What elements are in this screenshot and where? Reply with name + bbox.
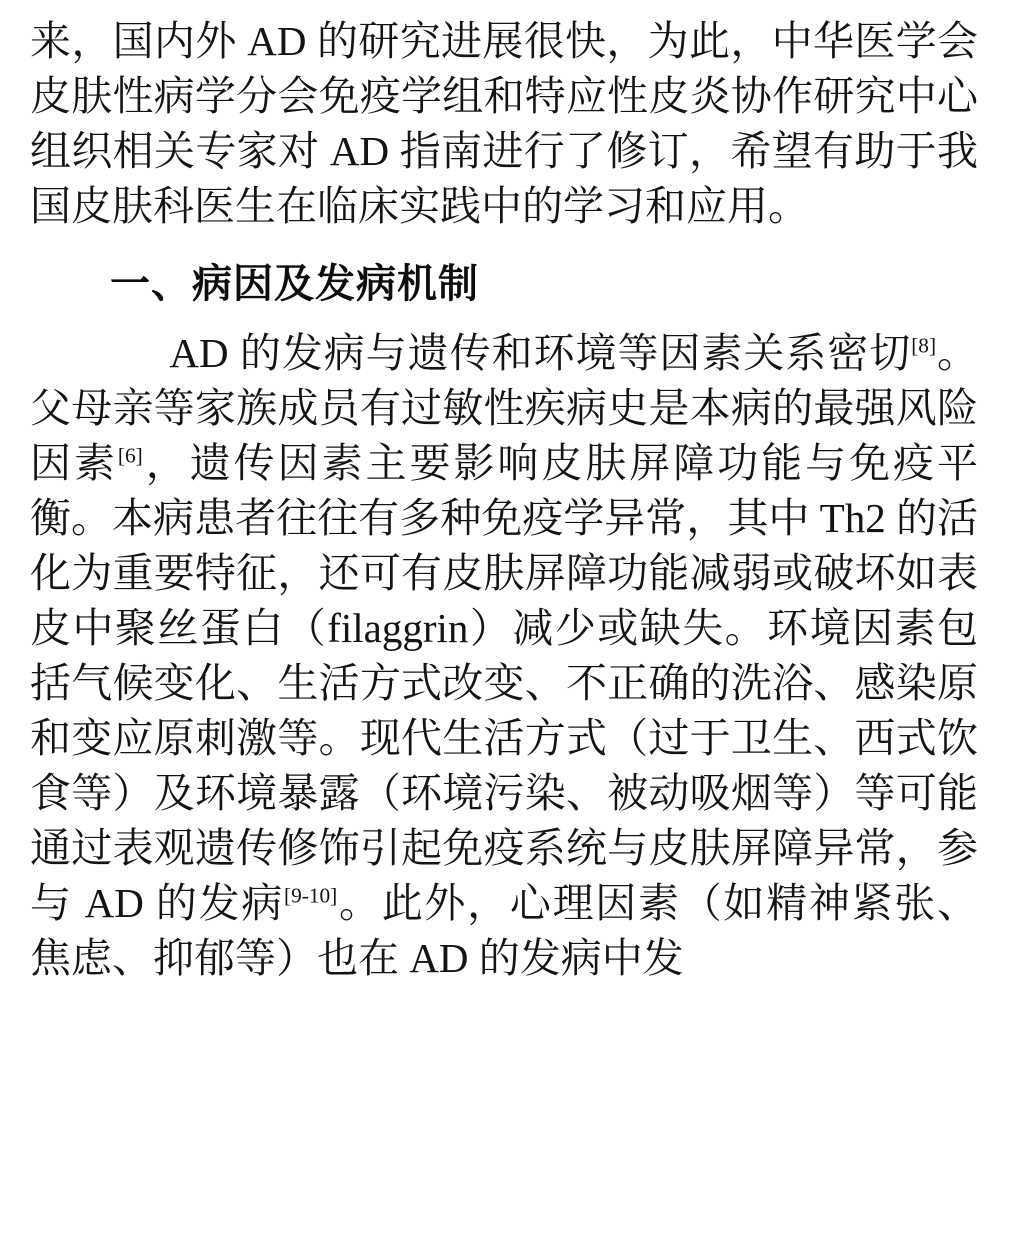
paragraph-text-segment: 。此外，心理因素（如精神紧张、焦虑、抑郁等）也在 AD 的发病中发 [30, 880, 979, 981]
reference-marker: [6] [117, 443, 143, 468]
reference-marker: [8] [911, 333, 937, 358]
paragraph-text-segment: AD 的发病与遗传和环境等因素关系密切 [169, 330, 912, 376]
section-heading-etiology: 一、病因及发病机制 [110, 261, 479, 307]
paragraph-text-segment: 。父母亲等家族成员有过敏性疾病史是本病的最强风险因素 [30, 330, 979, 486]
paragraph-intro-continued: 来，国内外 AD 的研究进展很快，为此，中华医学会皮肤性病学分会免疫学组和特应性皮炎协作研究中心组织相关专家对 AD 指南进行了修订，希望有助于我国皮肤科医生在临床实践中的学习和应用。 [30, 18, 978, 229]
reference-marker: [9-10] [284, 883, 338, 908]
paragraph-text-segment: ，遗传因素主要影响皮肤屏障功能与免疫平衡。本病患者往往有多种免疫学异常，其中 Th2 的活化为重要特征，还可有皮肤屏障功能减弱或破坏如表皮中聚丝蛋白（filaggrin）减少或缺失。环境因素包括气候变化、生活方式改变、不正确的洗浴、感染原和变应原刺激等。现代生活方式（过于卫生、西式饮食等）及环境暴露（环境污染、被动吸烟等）等可能通过表观遗传修饰引起免疫系统与皮肤屏障异常，参与 AD 的发病 [30, 440, 979, 926]
paragraph-etiology [30, 326, 978, 986]
